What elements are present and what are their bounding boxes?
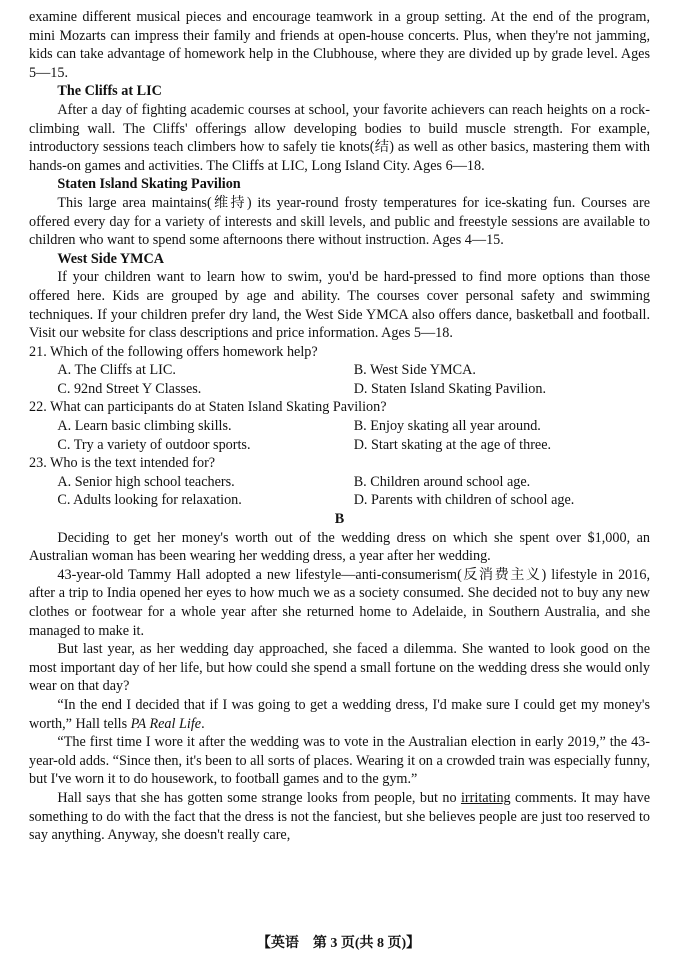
option-d: D. Parents with children of school age. [353,492,575,509]
ymca-body: If your children want to learn how to swim, you'd be hard-pressed to find more options than those offered here. Kids are grouped by age and ability. The courses cover personal safety and swimming techniques. If your children prefer dry land, the West Side YMCA also offers dance, basketball and football. Visit our website for class descriptions and price information. Ages 5—18. [29,269,650,342]
option-row [57,491,650,510]
option-a: A. Learn basic climbing skills. [57,418,232,435]
ymca-heading: West Side YMCA [57,250,165,267]
option-row [57,380,650,399]
option-b: B. Children around school age. [353,473,531,490]
page-footer: 【英语 第 3 页(共 8 页)】 [256,936,421,951]
option-row [57,473,650,492]
option-row [57,436,650,455]
option-d: D. Staten Island Skating Pavilion. [353,380,546,397]
exam-page [29,8,650,845]
underlined-word: irritating [460,789,511,806]
p6-end: comments. It may have something to do with the fact that the dress is not the fanciest, but she believes people are just too reserved to say anything. Anyway, she doesn't really care, [29,789,650,844]
cliffs-heading: The Cliffs at LIC [57,83,162,100]
p4-text: “In the end I decided that if I was going to get a wedding dress, I'd make sure I could get my money's worth,” Hall tells [29,696,650,732]
passage-a-intro-tail: examine different musical pieces and encourage teamwork in a group setting. At the end of the program, mini Mozarts can impress their family and friends at open-house concerts. Plus, when they're not jamming, kids can take advantage of homework help in the Clubhouse, where they are divided up by grade level. Ages 5—15. [29,9,650,81]
passage-b-p3: But last year, as her wedding day approached, she faced a dilemma. She wanted to look good on the most important day of her life, but how could she spend a small fortune on the wedding dress she would only wear on that day? [29,641,650,695]
question-21 [29,343,650,399]
question-stem: 21. Which of the following offers homework help? [29,343,318,360]
question-stem: 22. What can participants do at Staten Island Skating Pavilion? [29,399,387,416]
section-b-label: B [334,511,345,528]
option-a: A. Senior high school teachers. [57,473,235,490]
passage-b-p4 [29,696,650,733]
option-row [57,417,650,436]
question-stem: 23. Who is the text intended for? [29,455,216,472]
passage-b-p2: 43-year-old Tammy Hall adopted a new lifestyle—anti-consumerism(反消费主义) lifestyle in 2016, after a trip to India opened her eyes to how much we as a society consumed. She decided not to buy any new clothes or footwear for a whole year after she returned home to Adelaide, in Southern Australia, and she managed to make it. [29,566,650,639]
staten-heading: Staten Island Skating Pavilion [57,176,241,193]
option-c: C. 92nd Street Y Classes. [57,380,202,397]
cliffs-body: After a day of fighting academic courses at school, your favorite achievers can reach heights on a rock-climbing wall. The Cliffs' offerings allow developing bodies to build muscle strength. For example, introductory sessions teach climbers how to safely tie knots(结) as well as other basics, mastering them with hands-on games and activities. The Cliffs at LIC, Long Island City. Ages 6—18. [29,101,650,174]
option-c: C. Try a variety of outdoor sports. [57,436,251,453]
p6-text: Hall says that she has gotten some strange looks from people, but no [57,789,461,806]
passage-b-p5: “The first time I wore it after the wedding was to vote in the Australian election in early 2019,” the 43-year-old adds. “Since then, it's been to all sorts of places. Wearing it on a crowded train was especially funny, but I've worn it to do housework, to football games and to the gym.” [29,734,650,788]
question-23 [29,454,650,510]
option-d: D. Start skating at the age of three. [353,436,552,453]
passage-b-p1: Deciding to get her money's worth out of the wedding dress on which she spent over $1,000, an Australian woman has been wearing her wedding dress, a year after her wedding. [29,529,650,565]
option-b: B. West Side YMCA. [353,362,476,379]
question-22 [29,398,650,454]
passage-b-p6 [29,789,650,845]
p4-end: . [201,715,205,732]
option-row [57,361,650,380]
option-b: B. Enjoy skating all year around. [353,418,541,435]
option-a: A. The Cliffs at LIC. [57,362,176,379]
option-c: C. Adults looking for relaxation. [57,492,242,509]
staten-body: This large area maintains(维持) its year-round frosty temperatures for ice-skating fun. Courses are offered every day for a variety of interests and skill levels, and public and freestyle sessions are available to children who want to spend some afternoons there without instruction. Ages 4—15. [29,194,650,249]
p4-source-italic: PA Real Life [130,715,202,732]
